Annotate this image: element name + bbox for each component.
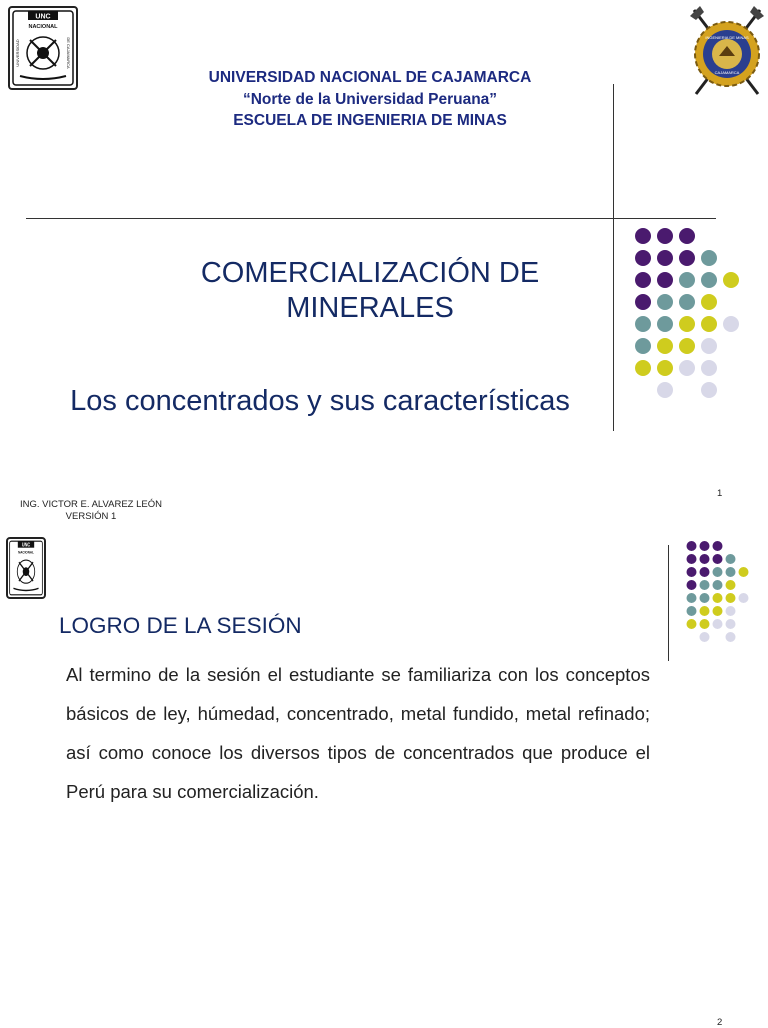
- decor-dot: [657, 294, 673, 310]
- decor-dot: [726, 606, 736, 616]
- decor-dot: [726, 632, 736, 642]
- author-block: [0, 499, 182, 523]
- decor-dot: [687, 541, 697, 551]
- decor-dot: [713, 606, 723, 616]
- decor-dot: [657, 382, 673, 398]
- decor-dot: [635, 338, 651, 354]
- decor-dot: [700, 554, 710, 564]
- decor-dot: [739, 567, 749, 577]
- decor-dot: [657, 316, 673, 332]
- unc-seal-icon: [6, 537, 46, 599]
- mining-school-emblem-icon: [690, 6, 764, 98]
- decor-dot: [700, 593, 710, 603]
- svg-text:UNC: UNC: [35, 13, 51, 21]
- decor-dot: [687, 567, 697, 577]
- decor-dot: [723, 316, 739, 332]
- decor-dot: [701, 294, 717, 310]
- decor-dot: [679, 360, 695, 376]
- decor-dot: [713, 580, 723, 590]
- slide-subtitle: Los concentrados y sus características: [70, 385, 570, 417]
- version-label: VERSIÓN 1: [65, 511, 117, 522]
- svg-text:UNIVERSIDAD: UNIVERSIDAD: [15, 39, 20, 67]
- unc-seal-icon: [8, 6, 78, 90]
- decor-dot: [700, 632, 710, 642]
- decor-dot: [687, 619, 697, 629]
- svg-text:CAJAMARCA: CAJAMARCA: [714, 70, 740, 75]
- decor-dot: [701, 272, 717, 288]
- decor-dot: [726, 554, 736, 564]
- decor-dot: [700, 606, 710, 616]
- decor-dot: [701, 338, 717, 354]
- decor-dot: [701, 316, 717, 332]
- decor-dot: [700, 580, 710, 590]
- decor-dot: [701, 360, 717, 376]
- decorative-dot-grid-icon: [624, 228, 750, 406]
- decor-dot: [657, 360, 673, 376]
- decor-dot: [635, 250, 651, 266]
- decor-dot: [657, 338, 673, 354]
- svg-text:INGENIERIA DE MINAS: INGENIERIA DE MINAS: [705, 35, 749, 40]
- decor-dot: [635, 228, 651, 244]
- decor-dot: [701, 250, 717, 266]
- university-name: UNIVERSIDAD NACIONAL DE CAJAMARCA: [208, 69, 532, 86]
- decor-dot: [726, 567, 736, 577]
- decor-dot: [700, 541, 710, 551]
- decor-dot: [635, 294, 651, 310]
- page-number: 2: [717, 1017, 723, 1028]
- decor-dot: [713, 593, 723, 603]
- body-paragraph: Al termino de la sesión el estudiante se familiariza con los conceptos básicos de ley, húmedad, concentrado, metal fundido, metal refinado; así como conoce los diversos tipos de concentrados que produce el Perú para su comercialización.: [66, 664, 650, 802]
- decor-dot: [657, 272, 673, 288]
- slide-2: [0, 535, 768, 1028]
- decorative-dot-grid-icon: [680, 541, 756, 649]
- decor-dot: [739, 593, 749, 603]
- decor-dot: [687, 606, 697, 616]
- university-motto: “Norte de la Universidad Peruana”: [242, 90, 498, 108]
- decor-dot: [679, 316, 695, 332]
- decor-dot: [713, 554, 723, 564]
- decor-dot: [700, 567, 710, 577]
- svg-text:UNC: UNC: [21, 542, 31, 548]
- decor-dot: [723, 272, 739, 288]
- decor-dot: [701, 382, 717, 398]
- section-title: LOGRO DE LA SESIÓN: [59, 613, 302, 638]
- decor-dot: [726, 580, 736, 590]
- decor-dot: [687, 593, 697, 603]
- svg-text:NACIONAL: NACIONAL: [28, 24, 58, 30]
- decor-dot: [679, 228, 695, 244]
- author-name: ING. VICTOR E. ALVAREZ LEÓN: [19, 499, 162, 510]
- slide-title: COMERCIALIZACIÓN DE MINERALES: [200, 257, 540, 324]
- decor-dot: [635, 272, 651, 288]
- decor-dot: [726, 619, 736, 629]
- page-number: 1: [717, 488, 723, 499]
- svg-text:NACIONAL: NACIONAL: [18, 550, 34, 555]
- decor-dot: [687, 580, 697, 590]
- decor-dot: [726, 593, 736, 603]
- decor-dot: [679, 250, 695, 266]
- svg-text:DE CAJAMARCA: DE CAJAMARCA: [66, 37, 71, 69]
- decor-dot: [687, 554, 697, 564]
- decor-dot: [713, 541, 723, 551]
- decor-dot: [635, 316, 651, 332]
- decor-dot: [700, 619, 710, 629]
- vertical-divider: [668, 545, 669, 661]
- decor-dot: [635, 360, 651, 376]
- decor-dot: [679, 338, 695, 354]
- university-header: [130, 67, 610, 132]
- decor-dot: [713, 567, 723, 577]
- decor-dot: [679, 294, 695, 310]
- decor-dot: [713, 619, 723, 629]
- horizontal-divider: [26, 218, 716, 219]
- school-name: ESCUELA DE INGENIERIA DE MINAS: [233, 112, 507, 129]
- decor-dot: [657, 250, 673, 266]
- decor-dot: [679, 272, 695, 288]
- decor-dot: [657, 228, 673, 244]
